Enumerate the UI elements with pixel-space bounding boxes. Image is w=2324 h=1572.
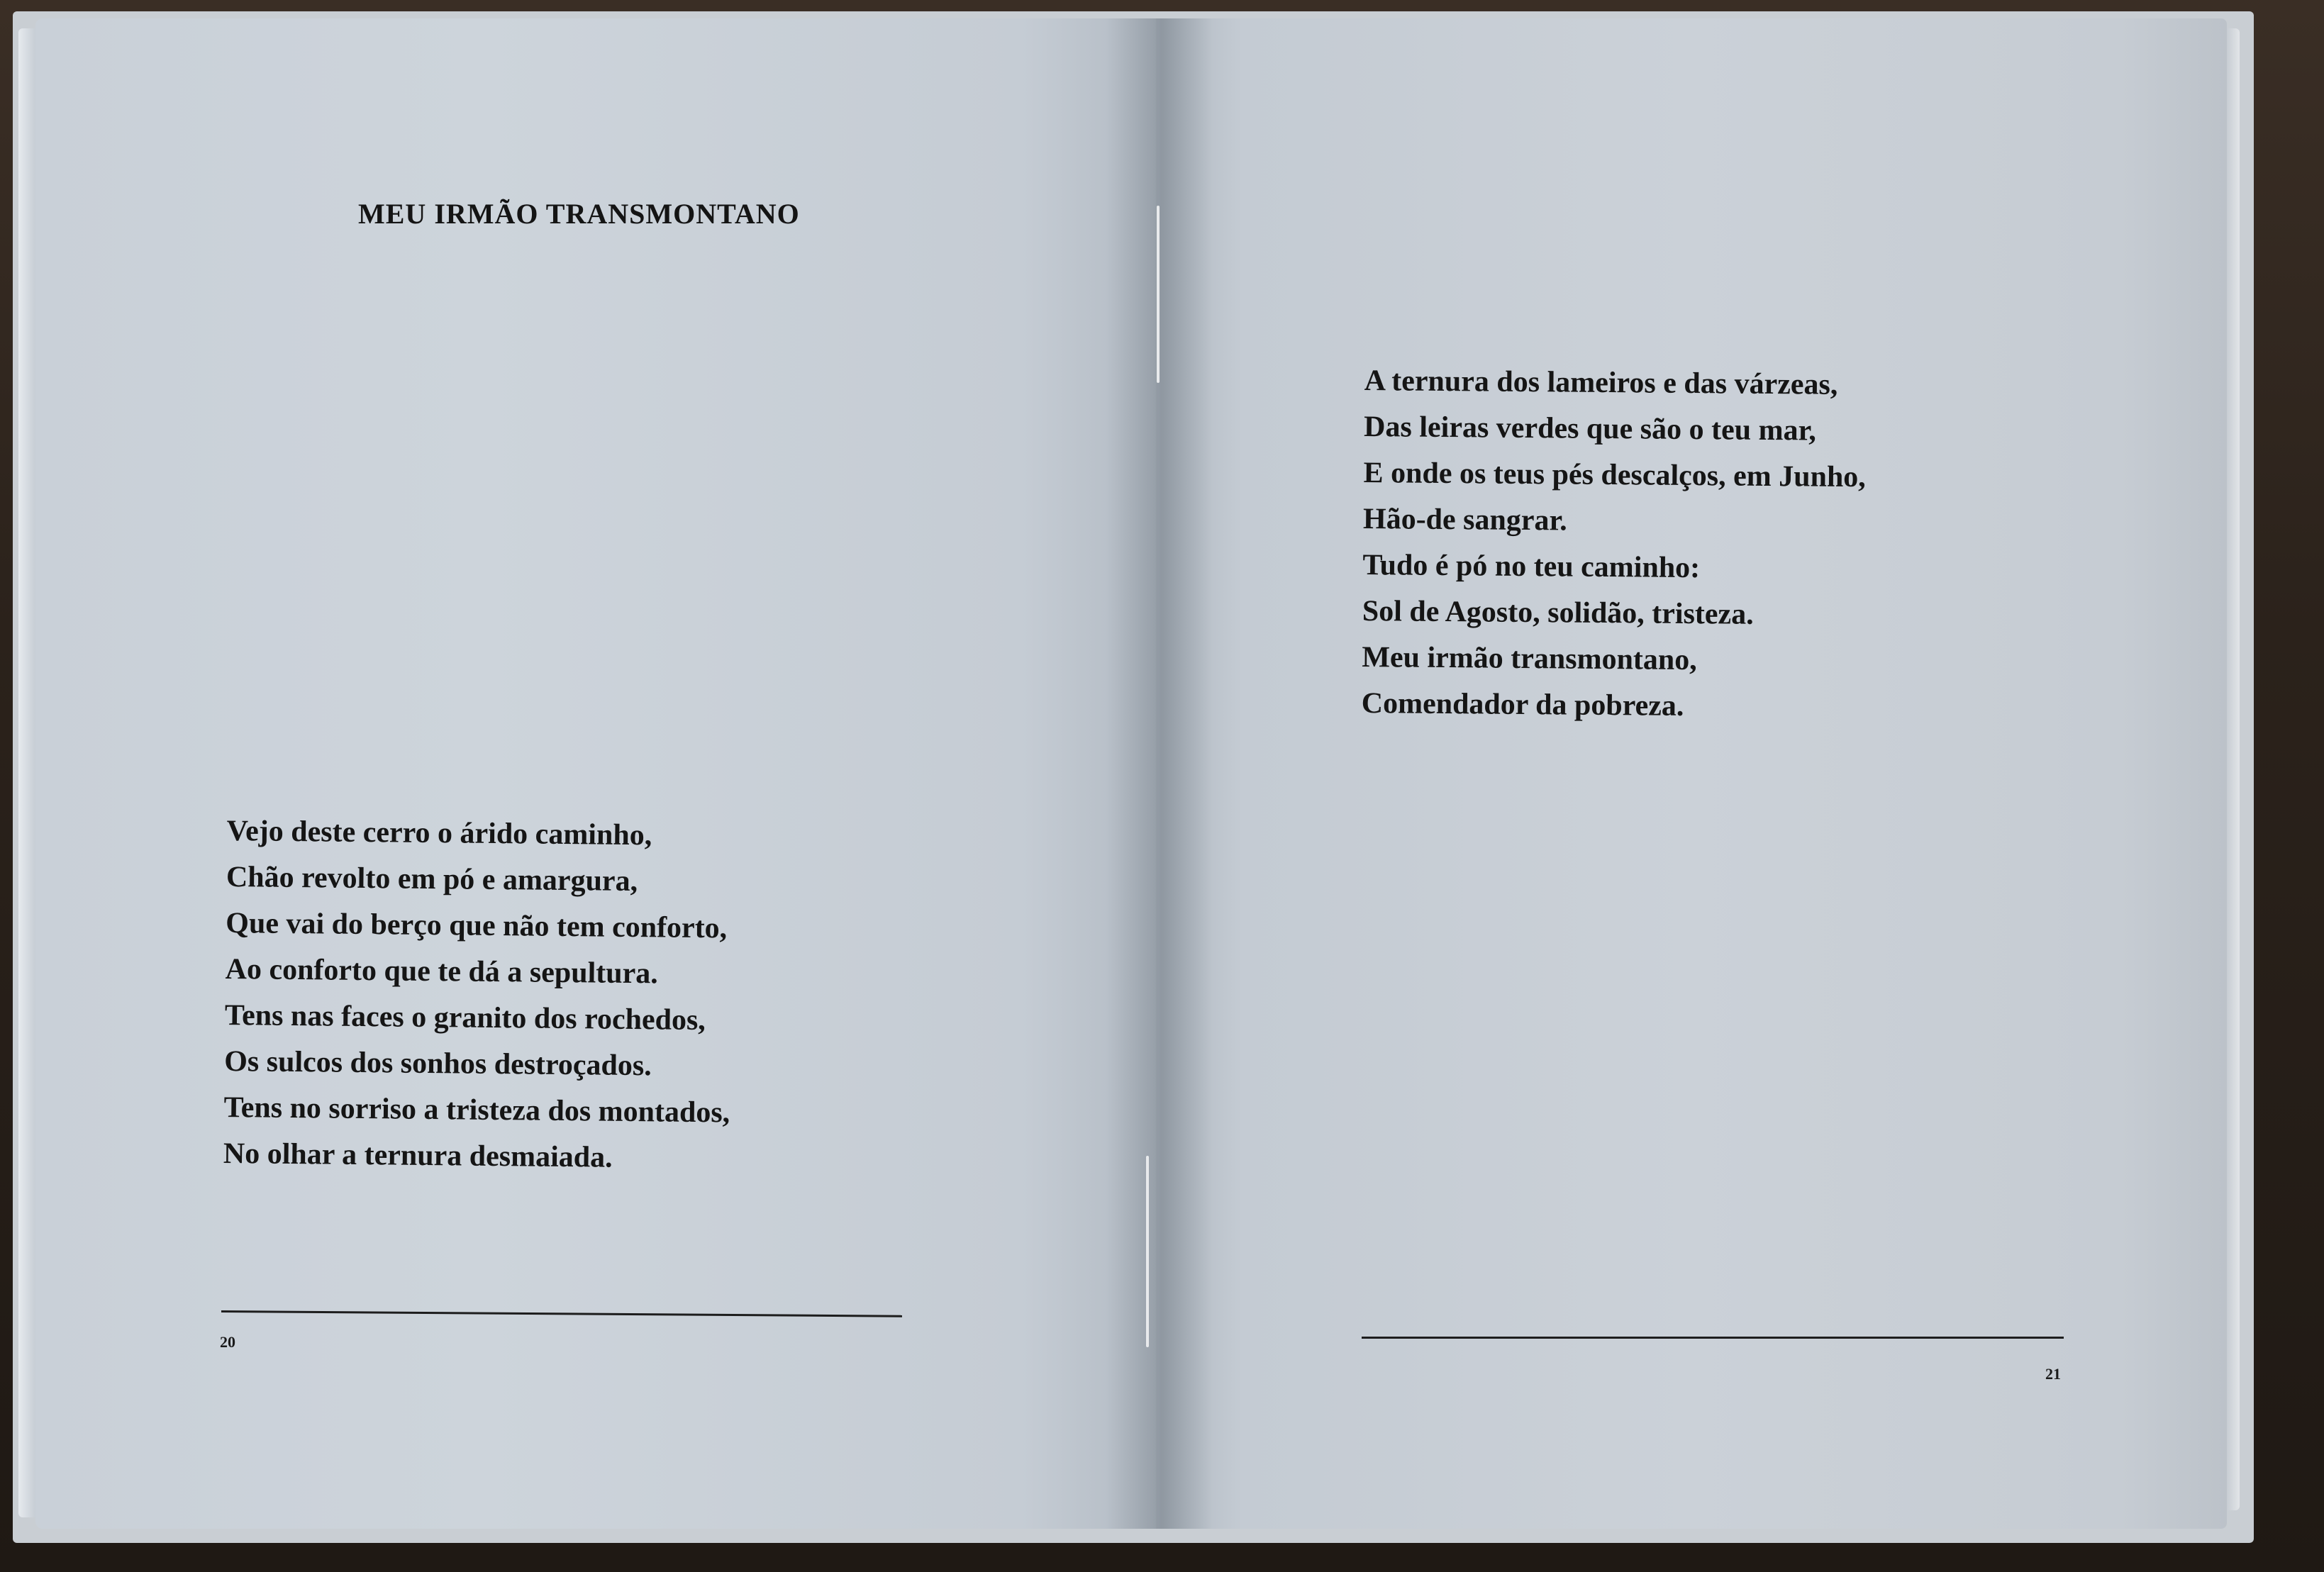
poem-line: Tens nas faces o granito dos rochedos,	[224, 998, 706, 1037]
poem-line: Ao conforto que te dá a sepultura.	[225, 952, 658, 991]
left-stanza	[223, 808, 733, 1182]
binding-thread-bottom	[1146, 1156, 1149, 1347]
poem-line: A ternura dos lameiros e das várzeas,	[1364, 364, 1838, 401]
poem-title: MEU IRMÃO TRANSMONTANO	[358, 198, 800, 230]
poem-line: Tens no sorriso a tristeza dos montados,	[223, 1091, 730, 1130]
right-page	[1156, 18, 2227, 1529]
gutter-shadow	[1106, 18, 1213, 1529]
poem-line: E onde os teus pés descalços, em Junho,	[1363, 456, 1867, 494]
right-stanza	[1361, 358, 1867, 731]
footer-rule-right	[1362, 1337, 2064, 1339]
poem-line: Comendador da pobreza.	[1361, 686, 1684, 723]
poem-line: Tudo é pó no teu caminho:	[1362, 548, 1701, 585]
poem-line: Hão-de sangrar.	[1362, 502, 1568, 537]
poem-line: Das leiras verdes que são o teu mar,	[1363, 410, 1817, 447]
poem-line: Chão revolto em pó e amargura,	[226, 860, 638, 898]
binding-thread-top	[1157, 206, 1160, 383]
page-number-left: 20	[220, 1333, 235, 1351]
poem-line: Vejo deste cerro o árido caminho,	[226, 814, 652, 852]
left-page	[35, 18, 1156, 1529]
poem-line: Meu irmão transmontano,	[1362, 640, 1697, 677]
poem-line: Que vai do berço que não tem conforto,	[226, 906, 728, 945]
page-number-right: 21	[2045, 1365, 2061, 1383]
poem-line: No olhar a ternura desmaiada.	[223, 1137, 613, 1174]
poem-line: Sol de Agosto, solidão, tristeza.	[1362, 594, 1754, 631]
poem-line: Os sulcos dos sonhos destroçados.	[224, 1044, 652, 1083]
